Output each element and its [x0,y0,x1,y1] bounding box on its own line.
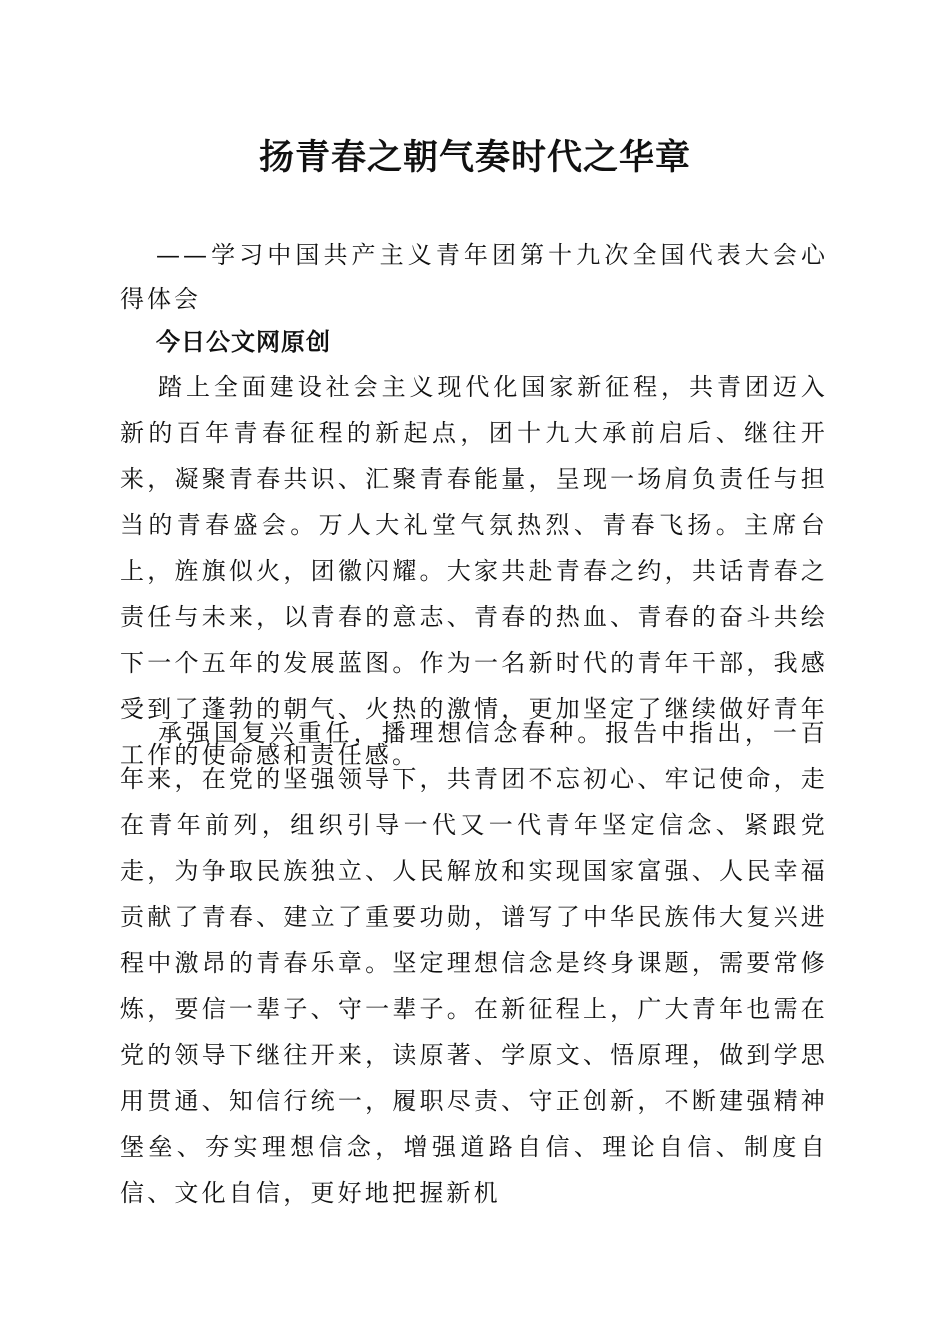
body-paragraph: 踏上全面建设社会主义现代化国家新征程，共青团迈入新的百年青春征程的新起点，团十九大承前启后、继往开来，凝聚青春共识、汇聚青春能量，呈现一场肩负责任与担当的青春盛会。万人大礼堂气氛热烈、青春飞扬。主席台上，旌旗似火，团徽闪耀。大家共赴青春之约，共话青春之责任与未来，以青春的意志、青春的热血、青春的奋斗共绘下一个五年的发展蓝图。作为一名新时代的青年干部，我感受到了蓬勃的朝气、火热的激情，更加坚定了继续做好青年工作的使命感和责任感。 [120,373,828,769]
document-subtitle: ——学习中国共产主义青年团第十九次全国代表大会心得体会 [120,241,828,313]
source-label: 今日公文网原创 [156,328,331,356]
body-paragraph: 承强国复兴重任，播理想信念春种。报告中指出，一百年来，在党的坚强领导下，共青团不忘初心、牢记使命，走在青年前列，组织引导一代又一代青年坚定信念、紧跟党走，为争取民族独立、人民解放和实现国家富强、人民幸福贡献了青春、建立了重要功勋，谱写了中华民族伟大复兴进程中激昂的青春乐章。坚定理想信念是终身课题，需要常修炼，要信一辈子、守一辈子。在新征程上，广大青年也需在党的领导下继往开来，读原著、学原文、悟原理，做到学思用贯通、知信行统一，履职尽责、守正创新，不断建强精神堡垒、夯实理想信念，增强道路自信、理论自信、制度自信、文化自信，更好地把握新机 [120,719,828,1207]
document-title: 扬青春之朝气奏时代之华章 [258,137,691,178]
